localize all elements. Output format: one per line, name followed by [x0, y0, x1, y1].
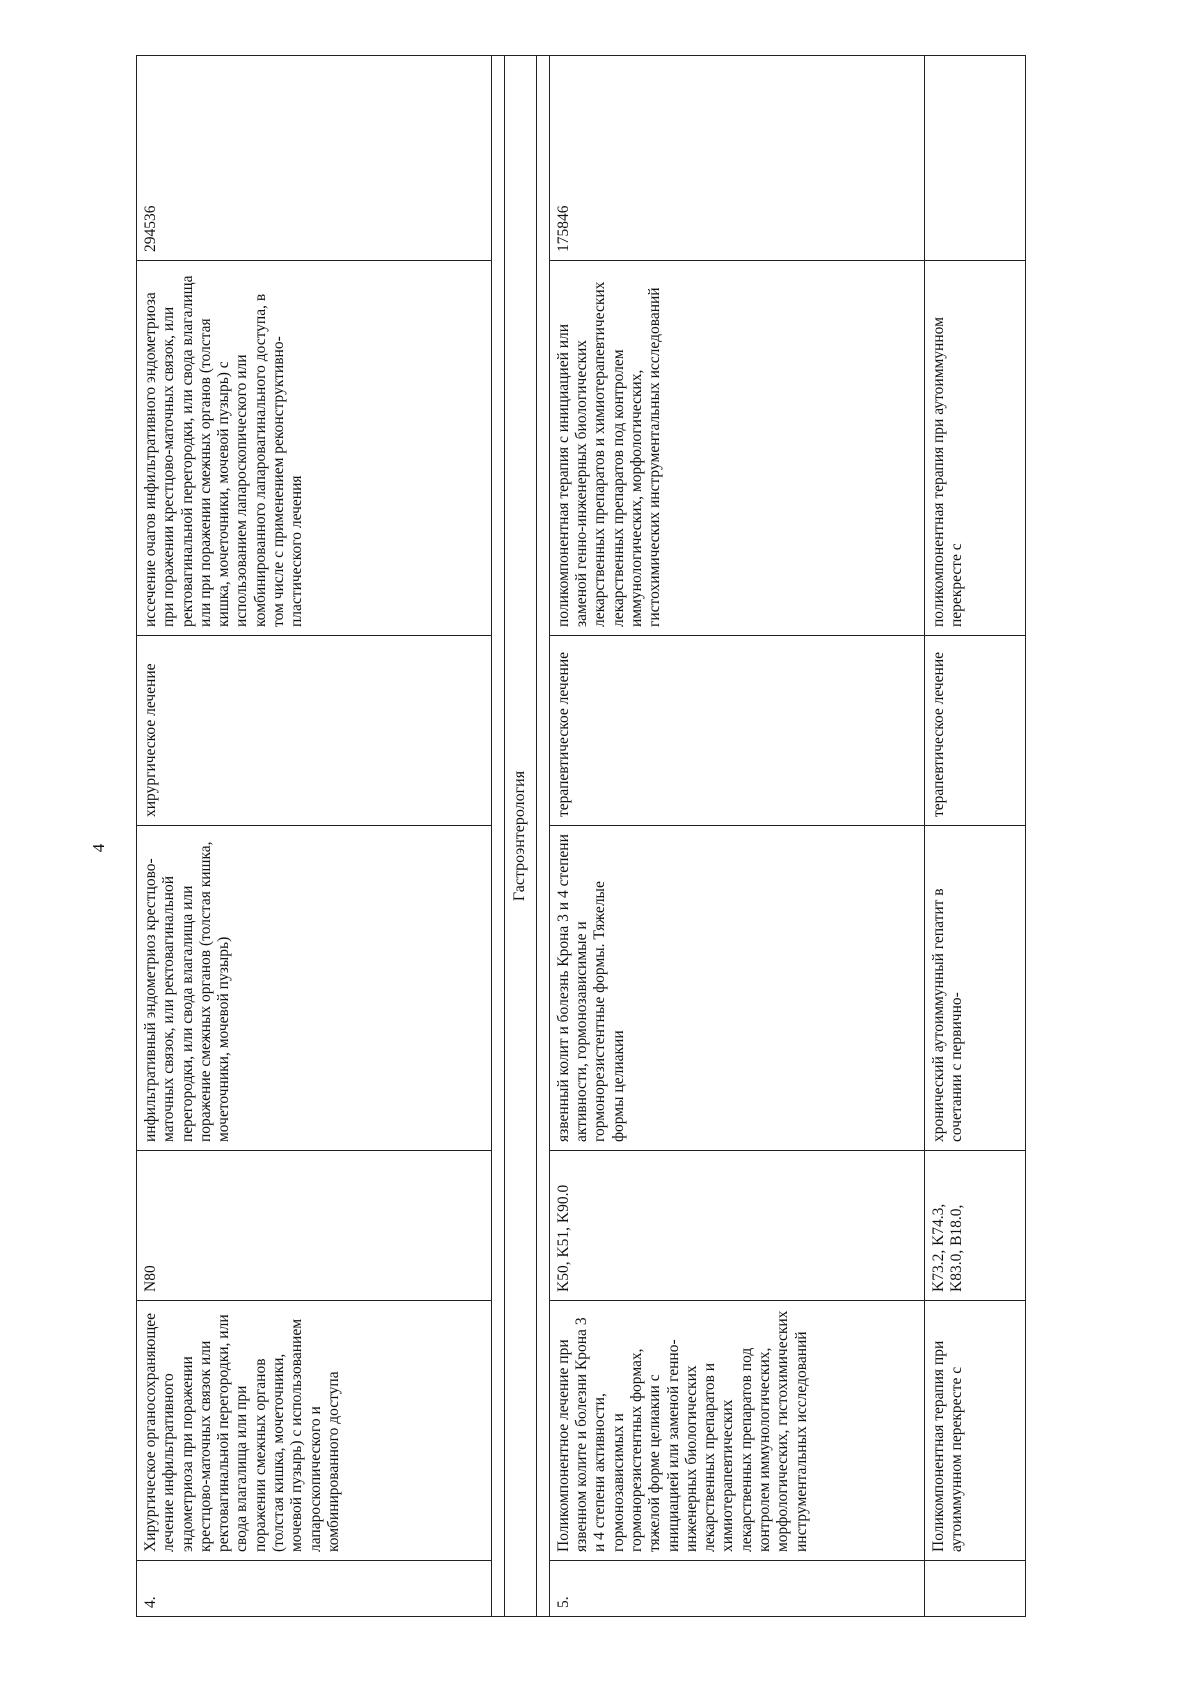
service-name: Хирургическое органосохраняющее лечение инфильтративного эндометриоза при поражении крестцово-маточных связок или ректовагинальной перегородки, или свода влагалища или при поражении смежных органов (толстая кишка, мочеточники, мочевой пузырь) с использованием лапароскопического и комбинированного доступа	[137, 1301, 492, 1561]
row-number: 4.	[137, 1561, 492, 1617]
cost-value: 175846	[549, 56, 924, 261]
rotated-table-container	[136, 56, 1142, 1617]
icd-codes: K50, K51, K90.0	[549, 1151, 924, 1301]
patient-model: инфильтративный эндометриоз крестцово-маточных связок, или ректовагинальной перегородки, или свода влагалища или поражение смежных органов (толстая кишка, мочеточники, мочевой пузырь)	[137, 826, 492, 1151]
treatment-method: поликомпонентная терапия с инициацией или заменой генно-инженерных биологических лекарственных препаратов и химиотерапевтических лекарственных препаратов под контролем иммунологических, морфологических, гистохимических инструментальных исследований	[549, 261, 924, 636]
page-number: 4	[89, 843, 108, 853]
rotated-table-area	[136, 56, 1142, 1617]
patient-model: хронический аутоиммунный гепатит в сочетании с первично-	[924, 826, 1025, 1151]
patient-model: язвенный колит и болезнь Крона 3 и 4 степени активности, гормонозависимые и гормонорезистентные формы. Тяжелые формы целиакии	[549, 826, 924, 1151]
section-title: Гастроэнтерология	[505, 56, 537, 1617]
vmp-table	[136, 55, 1026, 1617]
table-row	[924, 56, 1025, 1617]
icd-codes: N80	[137, 1151, 492, 1301]
table-row	[549, 56, 924, 1617]
service-name: Поликомпонентное лечение при язвенном колите и болезни Крона 3 и 4 степени активности, гормонозависимых и гормонорезистентных формах, тяжелой форме целиакии с инициацией или заменой генно-инженерных биологических лекарственных препаратов и химиотерапевтических лекарственных препаратов под контролем иммунологических, морфологических, гистохимических инструментальных исследований	[549, 1301, 924, 1561]
row-number: 5.	[549, 1561, 924, 1617]
treatment-type: терапевтическое лечение	[924, 636, 1025, 826]
treatment-method: поликомпонентная терапия при аутоиммунном перекресте с	[924, 261, 1025, 636]
cost-value	[924, 56, 1025, 261]
treatment-method: иссечение очагов инфильтративного эндометриоза при поражении крестцово-маточных связок, или ректовагинальной перегородки, или свода влагалища или при поражении смежных органов (толстая кишка, мочеточники, мочевой пузырь) с использованием лапароскопического или комбинированного лапаровагинального доступа, в том числе с применением реконструктивно-пластического лечения	[137, 261, 492, 636]
row-number	[924, 1561, 1025, 1617]
table-spacer-row	[536, 56, 549, 1617]
treatment-type: терапевтическое лечение	[549, 636, 924, 826]
spacer-cell	[536, 56, 549, 1617]
treatment-type: хирургическое лечение	[137, 636, 492, 826]
cost-value: 294536	[137, 56, 492, 261]
spacer-cell	[492, 56, 505, 1617]
service-name: Поликомпонентная терапия при аутоиммунном перекресте с	[924, 1301, 1025, 1561]
icd-codes: K73.2, K74.3, K83.0, B18.0,	[924, 1151, 1025, 1301]
table-row	[137, 56, 492, 1617]
table-spacer-row	[492, 56, 505, 1617]
section-row	[505, 56, 537, 1617]
